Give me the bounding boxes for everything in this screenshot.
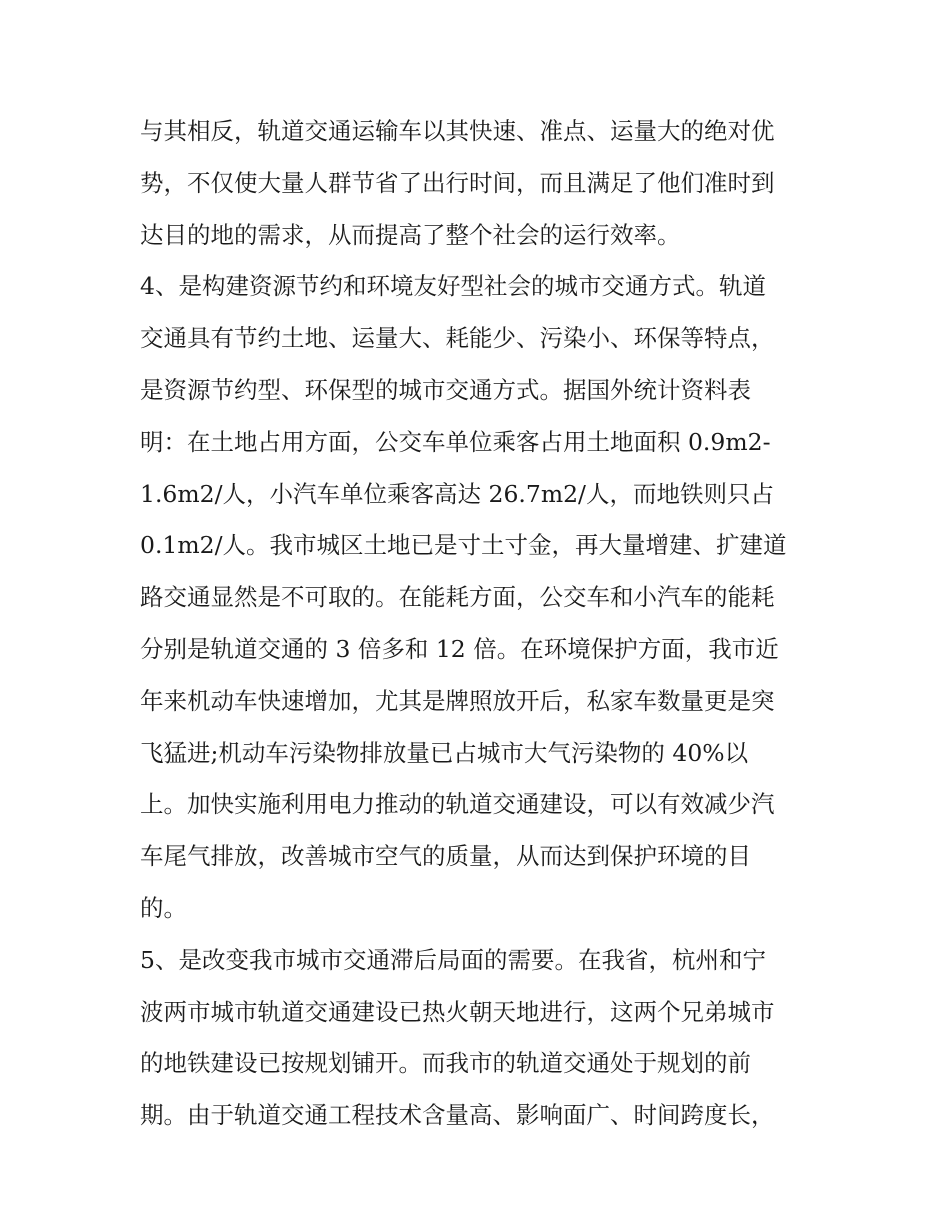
- text-line: 的地铁建设已按规划铺开。而我市的轨道交通处于规划的前: [140, 1049, 751, 1078]
- text-line: 路交通显然是不可取的。在能耗方面，公交车和小汽车的能耗: [140, 583, 775, 612]
- text-line: 5、是改变我市城市交通滞后局面的需要。在我省，杭州和宁: [140, 945, 766, 974]
- text-line: 期。由于轨道交通工程技术含量高、影响面广、时间跨度长，: [140, 1101, 775, 1130]
- text-line: 0.1m2/人。我市城区土地已是寸土寸金，再大量增建、扩建道: [140, 531, 787, 560]
- text-line: 交通具有节约土地、运量大、耗能少、污染小、环保等特点，: [140, 324, 775, 353]
- text-line: 与其相反，轨道交通运输车以其快速、准点、运量大的绝对优: [140, 117, 775, 145]
- text-line: 达目的地的需求，从而提高了整个社会的运行效率。: [140, 220, 681, 249]
- text-line: 上。加快实施利用电力推动的轨道交通建设，可以有效减少汽: [140, 790, 775, 819]
- text-line: 年来机动车快速增加，尤其是牌照放开后，私家车数量更是突: [140, 686, 775, 715]
- text-line: 的。: [140, 893, 187, 922]
- text-line: 势，不仅使大量人群节省了出行时间，而且满足了他们准时到: [140, 168, 775, 197]
- text-line: 是资源节约型、环保型的城市交通方式。据国外统计资料表: [140, 375, 751, 404]
- text-line: 波两市城市轨道交通建设已热火朝天地进行，这两个兄弟城市: [140, 997, 775, 1026]
- body-text: [140, 106, 820, 1142]
- text-line: 飞猛进;机动车污染物排放量已占城市大气污染物的 40%以: [140, 738, 749, 767]
- text-line: 车尾气排放，改善城市空气的质量，从而达到保护环境的目: [140, 842, 751, 871]
- text-line: 4、是构建资源节约和环境友好型社会的城市交通方式。轨道: [140, 272, 766, 301]
- text-line: 1.6m2/人，小汽车单位乘客高达 26.7m2/人，而地铁则只占: [140, 479, 774, 508]
- text-line: 明：在土地占用方面，公交车单位乘客占用土地面积 0.9m2-: [140, 427, 771, 456]
- text-line: 分别是轨道交通的 3 倍多和 12 倍。在环境保护方面，我市近: [140, 634, 779, 663]
